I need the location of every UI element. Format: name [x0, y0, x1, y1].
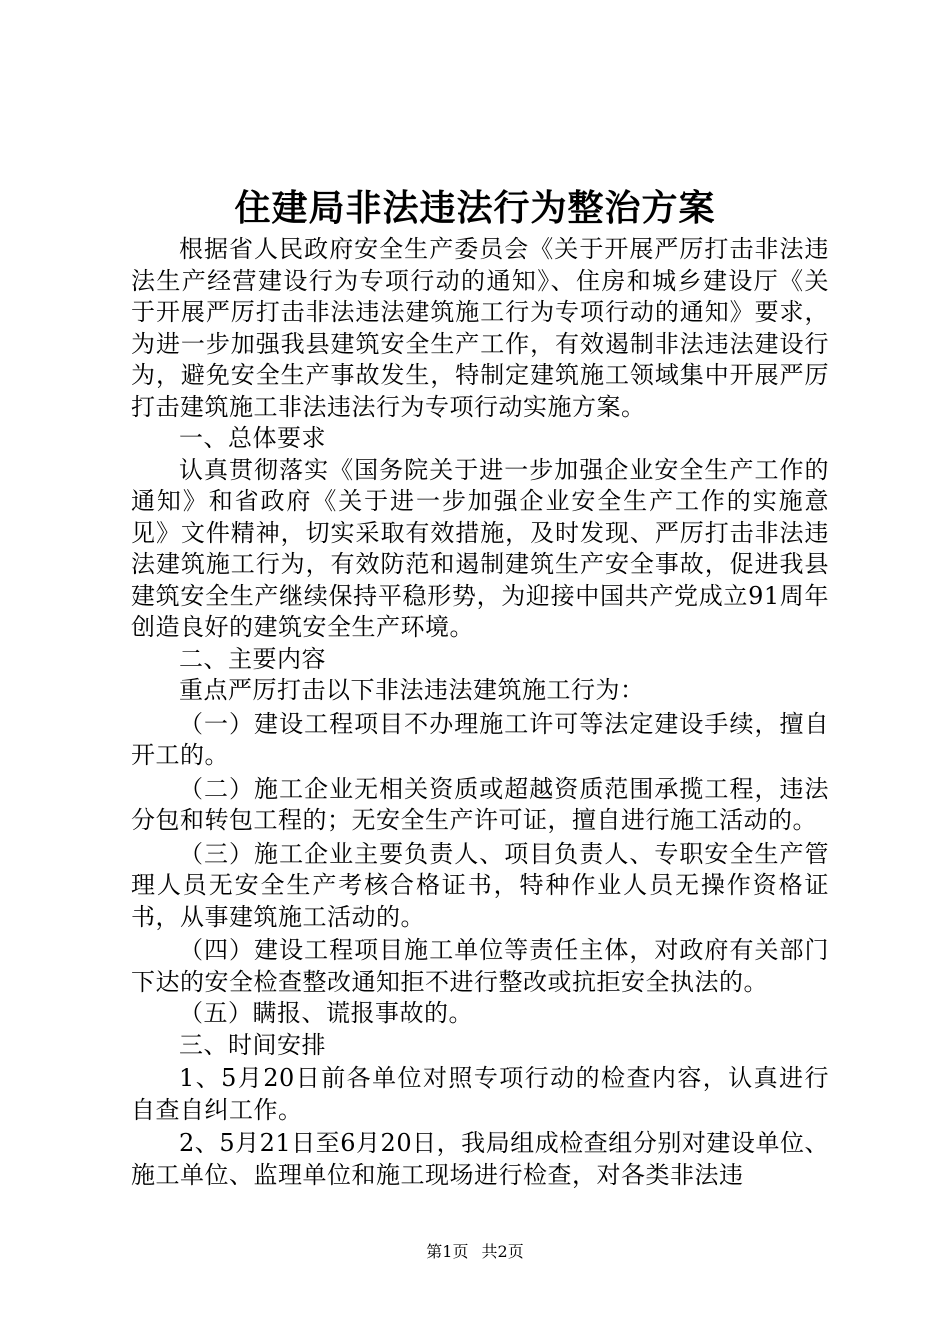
- section-heading-main-content: 二、主要内容: [179, 644, 326, 673]
- main-content-intro: 重点严厉打击以下非法违法建筑施工行为：: [179, 676, 645, 704]
- section-heading-general-requirements: 一、总体要求: [179, 424, 326, 452]
- document-title: 住建局非法违法行为整治方案: [234, 187, 716, 229]
- schedule-item-1: 1、5月20日前各单位对照专项行动的检查内容，认真进行自查自纠工作。: [131, 1064, 829, 1124]
- list-item-2: （二）施工企业无相关资质或超越资质范围承揽工程，违法分包和转包工程的；无安全生产许可证，擅自进行施工活动的。: [131, 774, 829, 834]
- page-total: 共2页: [481, 1242, 524, 1261]
- list-item-5: （五）瞒报、谎报事故的。: [179, 999, 473, 1027]
- list-item-4: （四）建设工程项目施工单位等责任主体，对政府有关部门下达的安全检查整改通知拒不进行整改或抗拒安全执法的。: [131, 936, 829, 996]
- page-footer: [0, 1241, 950, 1263]
- list-item-3: （三）施工企业主要负责人、项目负责人、专职安全生产管理人员无安全生产考核合格证书，特种作业人员无操作资格证书，从事建筑施工活动的。: [131, 839, 829, 931]
- schedule-item-2: 2、5月21日至6月20日，我局组成检查组分别对建设单位、施工单位、监理单位和施工现场进行检查，对各类非法违: [131, 1129, 829, 1189]
- section-heading-schedule: 三、时间安排: [179, 1030, 326, 1059]
- document-body: [131, 234, 829, 1193]
- general-requirements-paragraph: 认真贯彻落实《国务院关于进一步加强企业安全生产工作的通知》和省政府《关于进一步加强企业安全生产工作的实施意见》文件精神，切实采取有效措施，及时发现、严厉打击非法违法建筑施工行为，有效防范和遏制建筑生产安全事故，促进我县建筑安全生产继续保持平稳形势，为迎接中国共产党成立91周年创造良好的建筑安全生产环境。: [131, 455, 829, 641]
- page-number: 第1页: [426, 1242, 469, 1261]
- intro-paragraph: 根据省人民政府安全生产委员会《关于开展严厉打击非法违法生产经营建设行为专项行动的通知》、住房和城乡建设厅《关于开展严厉打击非法违法建筑施工行为专项行动的通知》要求，为进一步加强我县建筑安全生产工作，有效遏制非法违法建设行为，避免安全生产事故发生，特制定建筑施工领域集中开展严厉打击建筑施工非法违法行为专项行动实施方案。: [131, 235, 829, 421]
- list-item-1: （一）建设工程项目不办理施工许可等法定建设手续，擅自开工的。: [131, 709, 829, 769]
